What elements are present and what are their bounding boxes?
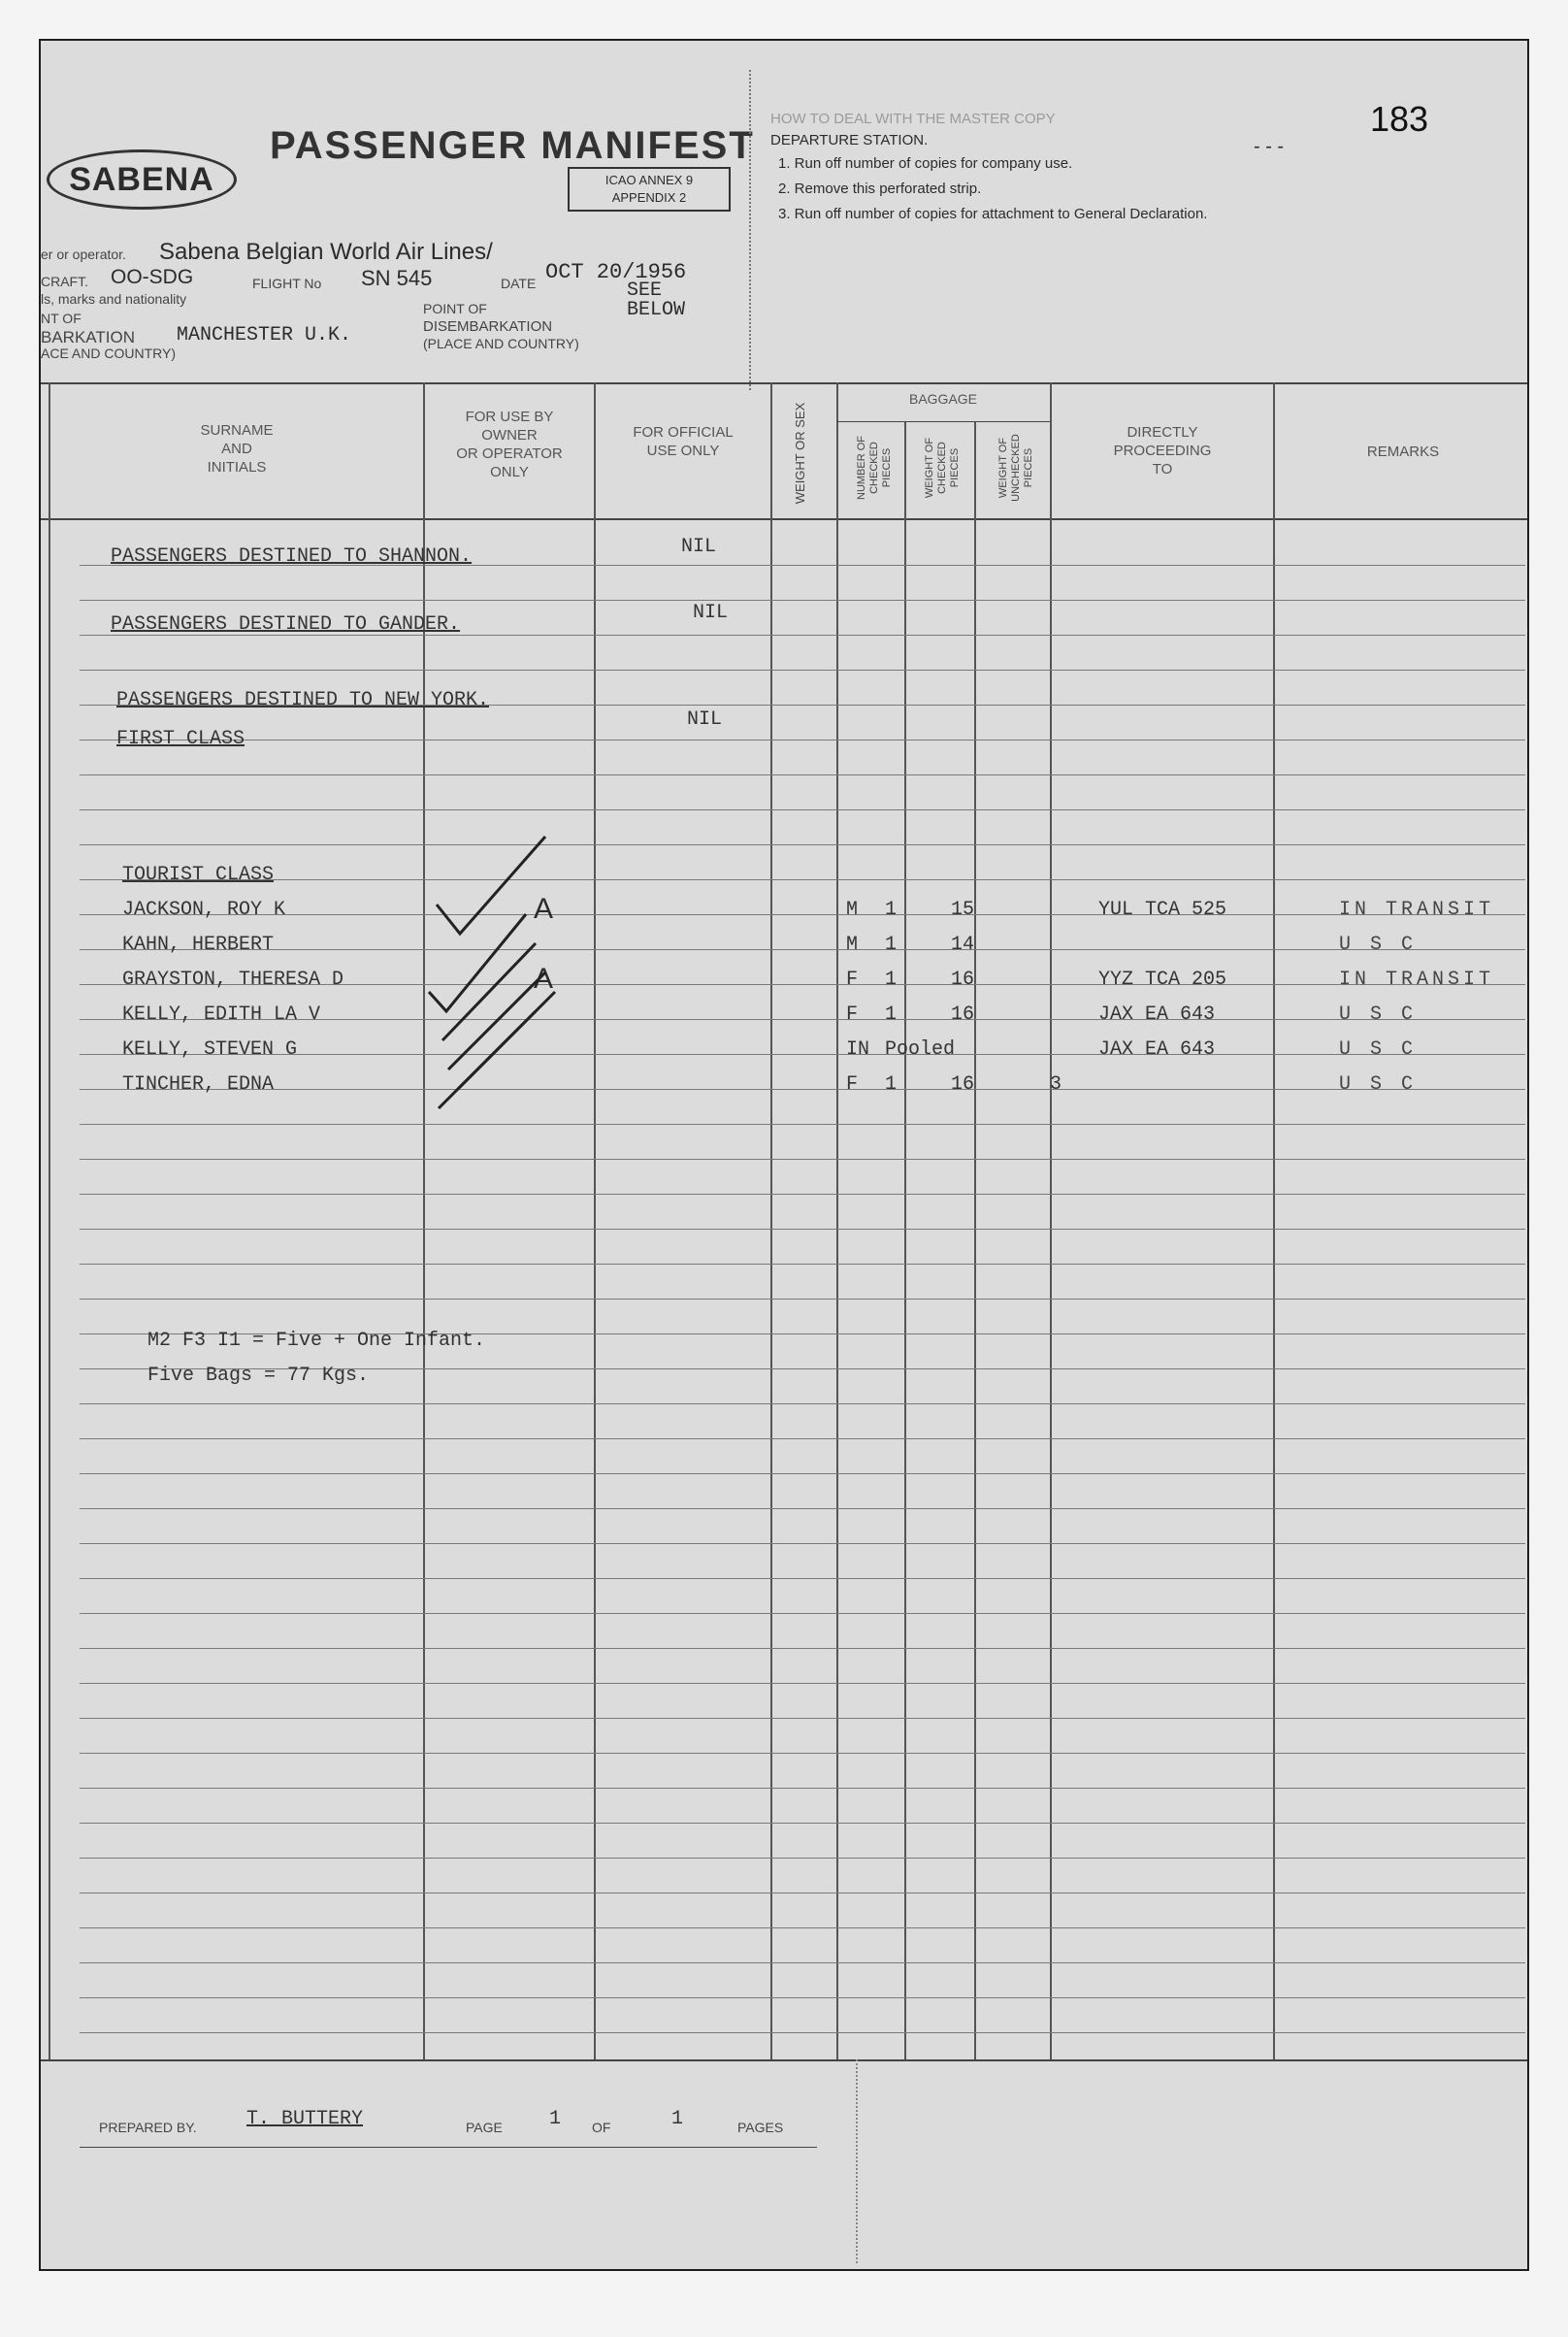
ruled-line — [80, 1613, 1525, 1614]
ruled-line — [80, 1264, 1525, 1265]
section-shannon-official: NIL — [681, 536, 717, 558]
ruled-line — [80, 809, 1525, 810]
col-header-owner — [425, 408, 594, 481]
aircraft-value: OO-SDG — [111, 266, 194, 288]
ruled-line — [80, 1962, 1525, 1963]
ruled-line — [80, 1229, 1525, 1230]
col-header-proceeding-line3: TO — [1152, 461, 1173, 477]
col-header-surname-line2: AND — [221, 441, 252, 457]
footer-underline — [80, 2147, 817, 2148]
table-header-border — [41, 518, 1529, 520]
col-divider-num — [904, 421, 906, 2059]
ruled-line — [80, 1159, 1525, 1160]
col-divider-wt — [974, 421, 976, 2059]
passenger-checked-weight: 16 — [951, 1004, 975, 1026]
passenger-checked-pieces: 1 — [885, 899, 898, 921]
section-newyork-label: PASSENGERS DESTINED TO NEW YORK. — [116, 689, 490, 711]
disembark-label-1: POINT OF — [423, 301, 487, 316]
embark-label-1: NT OF — [41, 311, 82, 326]
col-header-official-line2: USE ONLY — [646, 443, 720, 459]
passenger-sex: F — [846, 1073, 859, 1096]
passenger-name: KELLY, STEVEN G — [122, 1038, 298, 1061]
ruled-line — [80, 1438, 1525, 1439]
passenger-destination: JAX EA 643 — [1098, 1004, 1216, 1026]
embarkation-value: MANCHESTER U.K. — [177, 324, 352, 346]
passenger-remark: U S C — [1339, 1038, 1418, 1061]
ruled-line — [80, 1124, 1525, 1125]
ruled-line — [80, 2032, 1525, 2033]
ruled-line — [80, 1403, 1525, 1404]
col-header-weight-unchecked: WEIGHT OF UNCHECKED PIECES — [997, 434, 1034, 502]
passenger-name: TINCHER, EDNA — [122, 1073, 275, 1096]
passenger-name: GRAYSTON, THERESA D — [122, 969, 344, 991]
passenger-name: JACKSON, ROY K — [122, 899, 286, 921]
col-header-proceeding-line2: PROCEEDING — [1113, 443, 1212, 459]
document-title: PASSENGER MANIFEST — [270, 124, 755, 167]
page-number-stamp: 183 — [1370, 99, 1429, 139]
col-header-owner-line4: ONLY — [490, 464, 529, 480]
col-header-remarks: REMARKS — [1366, 444, 1440, 460]
passenger-remark: IN TRANSIT — [1339, 969, 1495, 991]
aircraft-label: CRAFT. — [41, 274, 88, 289]
ruled-line — [80, 1508, 1525, 1509]
departure-value: - - - — [1254, 136, 1285, 157]
footer-perforation — [856, 2059, 860, 2263]
embark-label-2: BARKATION — [41, 328, 135, 346]
passenger-destination: JAX EA 643 — [1098, 1038, 1216, 1061]
passenger-checked-weight: 14 — [951, 934, 975, 956]
col-header-proceeding — [1052, 423, 1273, 478]
passenger-sex: F — [846, 969, 859, 991]
ruled-line — [80, 740, 1525, 741]
ruled-line — [80, 1648, 1525, 1649]
ruled-line — [80, 600, 1525, 601]
icao-line-2: APPENDIX 2 — [611, 190, 687, 205]
ruled-line — [80, 1718, 1525, 1719]
marks-label: ls, marks and nationality — [41, 291, 187, 307]
col-header-weight-checked: WEIGHT OF CHECKED PIECES — [924, 437, 961, 499]
ruled-line — [80, 844, 1525, 845]
col-header-surname-line1: SURNAME — [200, 422, 274, 439]
col-header-surname — [50, 421, 423, 477]
col-header-weight-sex: WEIGHT OR SEX — [793, 402, 807, 505]
flight-value: SN 545 — [361, 266, 433, 290]
icao-reference-box — [568, 167, 731, 212]
instructions-heading: HOW TO DEAL WITH THE MASTER COPY — [770, 111, 1056, 127]
baggage-subheader-border — [836, 421, 1050, 422]
handwritten-mark: A — [534, 893, 554, 925]
col-header-baggage: BAGGAGE — [908, 391, 978, 407]
ruled-line — [80, 1788, 1525, 1789]
sabena-logo: SABENA — [47, 149, 237, 210]
disembark-value-2: BELOW — [627, 299, 686, 321]
passenger-checked-pieces: 1 — [885, 934, 898, 956]
of-label: OF — [592, 2120, 611, 2135]
passenger-sex: M — [846, 934, 859, 956]
col-header-official-line1: FOR OFFICIAL — [633, 424, 734, 441]
ruled-line — [80, 949, 1525, 950]
ruled-line — [80, 1194, 1525, 1195]
col-header-number-checked: NUMBER OF CHECKED PIECES — [856, 436, 893, 500]
summary-line-2: Five Bags = 77 Kgs. — [147, 1365, 370, 1387]
tourist-class-label: TOURIST CLASS — [122, 864, 275, 886]
disembark-label-3: (PLACE AND COUNTRY) — [423, 336, 579, 351]
passenger-checked-pieces: Pooled — [885, 1038, 956, 1061]
passenger-sex: IN — [846, 1038, 870, 1061]
ruled-line — [80, 1683, 1525, 1684]
departure-label: DEPARTURE STATION. — [770, 132, 929, 148]
disembark-value-1: SEE — [627, 280, 663, 302]
passenger-remark: U S C — [1339, 934, 1418, 956]
ruled-line — [80, 670, 1525, 671]
ruled-line — [80, 1927, 1525, 1928]
passenger-sex: M — [846, 899, 859, 921]
perforation-line — [749, 70, 753, 390]
prepared-by-label: PREPARED BY. — [99, 2120, 197, 2135]
pages-label: PAGES — [737, 2120, 784, 2135]
ruled-line — [80, 1858, 1525, 1859]
ruled-line — [80, 879, 1525, 880]
passenger-checked-weight: 16 — [951, 1073, 975, 1096]
operator-value: Sabena Belgian World Air Lines/ — [159, 239, 493, 265]
icao-line-1: ICAO ANNEX 9 — [604, 173, 694, 187]
passenger-destination: YUL TCA 525 — [1098, 899, 1227, 921]
passenger-sex: F — [846, 1004, 859, 1026]
handwritten-check-marks — [390, 798, 584, 1128]
date-value: OCT 20/1956 — [545, 260, 687, 284]
ruled-line — [80, 1823, 1525, 1824]
instruction-step-2: 2. Remove this perforated strip. — [778, 181, 982, 197]
passenger-name: KELLY, EDITH LA V — [122, 1004, 321, 1026]
section-gander-official: NIL — [693, 602, 729, 624]
col-header-owner-line1: FOR USE BY — [465, 409, 554, 425]
of-value: 1 — [671, 2108, 684, 2130]
section-gander-label: PASSENGERS DESTINED TO GANDER. — [111, 613, 461, 636]
passenger-remark: IN TRANSIT — [1339, 899, 1495, 921]
passenger-checked-weight: 16 — [951, 969, 975, 991]
passenger-unchecked-weight: 3 — [1050, 1073, 1062, 1096]
summary-line-1: M2 F3 I1 = Five + One Infant. — [147, 1330, 486, 1352]
operator-label: er or operator. — [41, 247, 126, 262]
ruled-line — [80, 1997, 1525, 1998]
table-bottom-border — [41, 2059, 1529, 2061]
ruled-line — [80, 914, 1525, 915]
date-label: DATE — [501, 276, 537, 291]
page-label: PAGE — [466, 2120, 503, 2135]
col-header-surname-line3: INITIALS — [207, 459, 267, 476]
ruled-line — [80, 1473, 1525, 1474]
handwritten-mark: A — [534, 963, 554, 995]
disembark-label-2: DISEMBARKATION — [423, 318, 553, 335]
section-shannon-label: PASSENGERS DESTINED TO SHANNON. — [111, 545, 473, 568]
passenger-destination: YYZ TCA 205 — [1098, 969, 1227, 991]
passenger-remark: U S C — [1339, 1004, 1418, 1026]
page-value: 1 — [549, 2108, 562, 2130]
ruled-line — [80, 1299, 1525, 1300]
section-firstclass-official: NIL — [687, 708, 723, 731]
passenger-name: KAHN, HERBERT — [122, 934, 275, 956]
ruled-line — [80, 1089, 1525, 1090]
col-divider-left — [49, 382, 50, 2059]
passenger-remark: U S C — [1339, 1073, 1418, 1096]
ruled-line — [80, 774, 1525, 775]
ruled-line — [80, 1578, 1525, 1579]
col-header-owner-line3: OR OPERATOR — [456, 445, 563, 462]
col-header-owner-line2: OWNER — [481, 427, 538, 444]
ruled-line — [80, 1543, 1525, 1544]
col-header-proceeding-line1: DIRECTLY — [1127, 424, 1198, 441]
instruction-step-1: 1. Run off number of copies for company use. — [778, 155, 1073, 172]
manifest-sheet — [39, 39, 1529, 2271]
col-header-official — [596, 423, 770, 460]
embark-label-3: ACE AND COUNTRY) — [41, 346, 176, 361]
passenger-checked-weight: 15 — [951, 899, 975, 921]
instruction-step-3: 3. Run off number of copies for attachment to General Declaration. — [778, 206, 1208, 222]
prepared-by-value: T. BUTTERY — [246, 2108, 364, 2130]
flight-label: FLIGHT No — [252, 276, 322, 291]
ruled-line — [80, 1753, 1525, 1754]
passenger-checked-pieces: 1 — [885, 1073, 898, 1096]
passenger-checked-pieces: 1 — [885, 969, 898, 991]
passenger-checked-pieces: 1 — [885, 1004, 898, 1026]
section-firstclass-label: FIRST CLASS — [116, 728, 245, 750]
table-top-border — [41, 382, 1529, 384]
